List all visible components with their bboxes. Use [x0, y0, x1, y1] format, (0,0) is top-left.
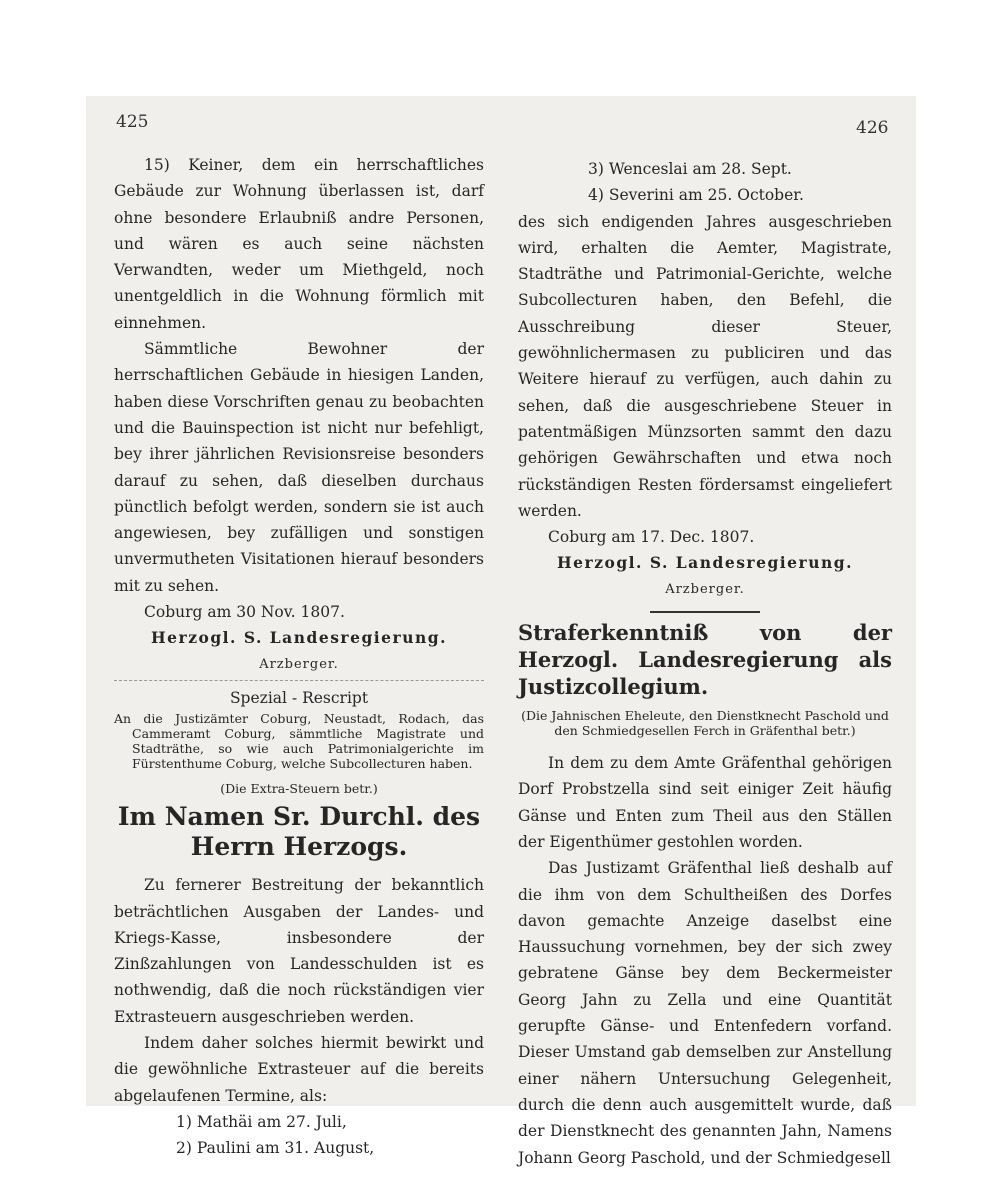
signer-2: Arzberger.: [665, 581, 745, 597]
right-column: [518, 156, 892, 1171]
authority-1: Herzogl. S. Landesregierung.: [151, 628, 447, 648]
date-line-1: Coburg am 30 Nov. 1807.: [144, 603, 345, 622]
paragraph-15: 15) Keiner, dem ein herrschaftliches Gebäude zur Wohnung überlassen ist, darf ohne besondere Erlaubniß andre Personen, und wären es auch seine nächsten Verwandten, weder um Miethgeld, noch unentgeldlich in die Wohnung förmlich mit einnehmen.: [114, 156, 484, 332]
rescript-subject: (Die Extra-Steuern betr.): [220, 781, 378, 797]
rescript-title: Spezial - Rescript: [229, 688, 369, 707]
page-number-left: 425: [116, 112, 149, 132]
scanned-page: [86, 96, 916, 1167]
main-heading: Im Namen Sr. Durchl. des Herrn Herzogs.: [117, 802, 481, 862]
heading-straferkenntniss: Straferkenntniß von der Herzogl. Landesregierung als Justizcollegium.: [518, 620, 892, 700]
paragraph-dorf: In dem zu dem Amte Gräfenthal gehörigen Dorf Probstzella sind seit einiger Zeit häufig Gänse und Enten zum Theil aus den Ställen der Eigenthümer gestohlen worden.: [518, 754, 892, 851]
separator-rule: [650, 611, 760, 613]
paragraph-indem: Indem daher solches hiermit bewirkt und die gewöhnliche Extrasteuer auf die bereits abgelaufenen Termine, als:: [114, 1034, 484, 1105]
term-3: 3) Wenceslai am 28. Sept.: [588, 160, 792, 178]
term-2: 2) Paulini am 31. August,: [176, 1139, 375, 1158]
paragraph-continuation: des sich endigenden Jahres ausgeschrieben wird, erhalten die Aemter, Magistrate, Stadträthe und Patrimonial-Gerichte, welche Subcollecturen haben, den Befehl, die Ausschreibung dieser Steuer, gewöhnlichermasen zu publiciren und das Weitere hierauf zu verfügen, auch dahin zu sehen, daß die ausgeschriebene Steuer in patentmäßigen Münzsorten sammt den dazu gehörigen Gewährschaften und etwa noch rückständigen Resten fördersamst eingeliefert werden.: [518, 212, 892, 520]
left-column: [114, 152, 484, 1162]
authority-2: Herzogl. S. Landesregierung.: [557, 553, 853, 573]
term-1: 1) Mathäi am 27. Juli,: [176, 1112, 347, 1131]
page-number-right: 426: [856, 118, 889, 138]
paragraph-bewohner: Sämmtliche Bewohner der herrschaftlichen Gebäude in hiesigen Landen, haben diese Vorschriften genau zu beobachten und die Bauinspection ist nicht nur befehligt, bey ihrer jährlichen Revisionsreise besonders darauf zu sehen, daß dieselben durchaus pünctlich befolgt werden, sondern sie ist auch angewiesen, bey zufälligen und sonstigen unvermutheten Visitationen hierauf besonders mit zu sehen.: [114, 340, 484, 595]
paragraph-fernerer: Zu fernerer Bestreitung der bekanntlich beträchtlichen Ausgaben der Landes- und Kriegs-Kasse, insbesondere der Zinßzahlungen von Landesschulden ist es nothwendig, daß die noch rückständigen vier Extrasteuern ausgeschrieben werden.: [114, 876, 484, 1026]
paragraph-amt: Das Justizamt Gräfenthal ließ deshalb auf die ihm von dem Schultheißen des Dorfes davon gemachte Anzeige daselbst eine Haussuchung vornehmen, bey der sich zwey gebratene Gänse bey dem Beckermeister Georg Jahn zu Zella und eine Quantität gerupfte Gänse- und Entenfedern vorfand. Dieser Umstand gab demselben zur Anstellung einer nähern Untersuchung Gelegenheit, durch die denn auch ausgemittelt wurde, daß der Dienstknecht des genannten Jahn, Namens Johann Georg Paschold, und der Schmiedgesell: [518, 859, 892, 1167]
rescript-addressee: An die Justizämter Coburg, Neustadt, Rodach, das Cammeramt Coburg, sämmtliche Magistrate und Stadträthe, so wie auch Patrimonialgerichte im Fürstenthume Coburg, welche Subcollecturen haben.: [114, 711, 484, 772]
term-4: 4) Severini am 25. October.: [588, 186, 804, 205]
divider: [114, 680, 484, 681]
date-line-2: Coburg am 17. Dec. 1807.: [548, 528, 755, 547]
subject-2: (Die Jahnischen Eheleute, den Dienstknecht Paschold und den Schmiedgesellen Ferch in Gräfenthal betr.): [521, 708, 889, 739]
signer-1: Arzberger.: [259, 656, 339, 672]
